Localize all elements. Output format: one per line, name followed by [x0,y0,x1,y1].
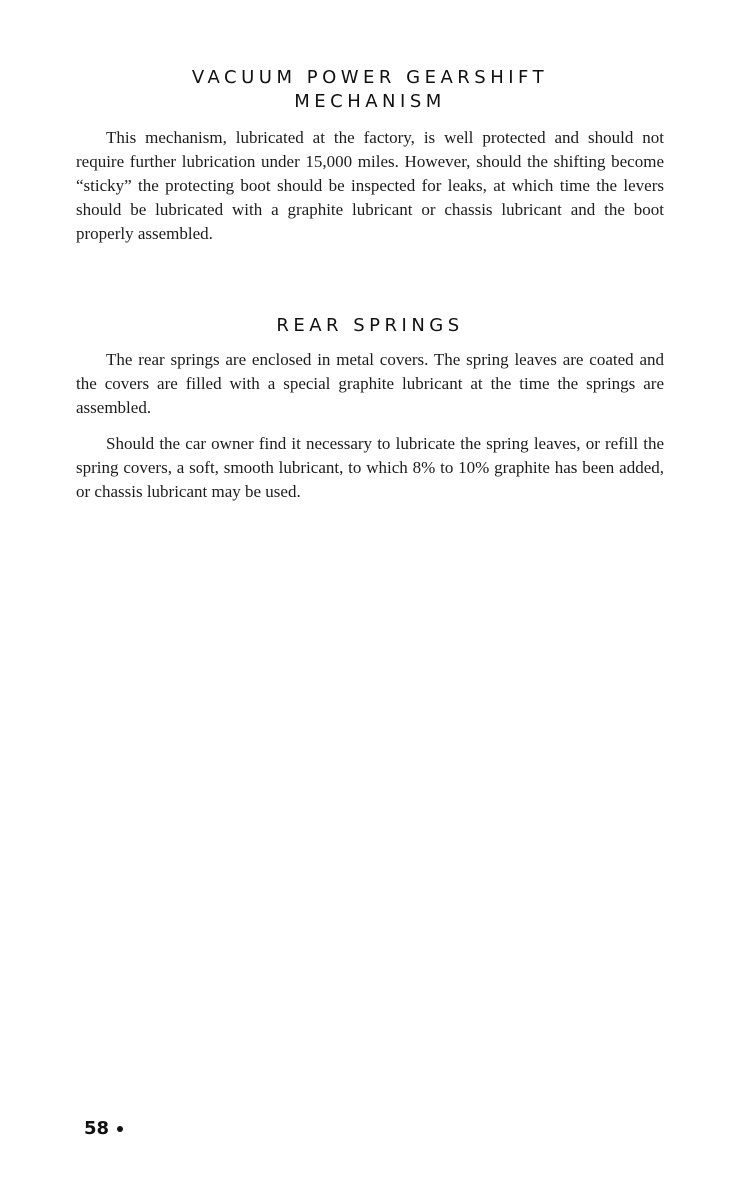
page-number [84,1118,123,1139]
heading-line: MECHANISM [294,91,446,112]
section-heading-rear-springs [76,314,664,338]
heading-line: REAR SPRINGS [276,315,464,336]
heading-line: VACUUM POWER GEARSHIFT [191,67,549,88]
paragraph-rear-springs-1: The rear springs are enclosed in metal covers. The spring leaves are coated and the covers are filled with a special graphite lubricant at the time the springs are assembled. [76,350,664,417]
paragraph-vacuum-gearshift: This mechanism, lubricated at the factory, is well protected and should not require further lubrication under 15,000 miles. However, should the shifting become “sticky” the protecting boot should be inspected for leaks, at which time the levers should be lubricated with a graphite lubricant or chassis lubricant and the boot properly assembled. [76,128,664,243]
page-number-text: 58 [84,1118,110,1139]
bullet-dot-icon [117,1126,123,1132]
section-heading-vacuum-gearshift [76,66,664,114]
paragraph-rear-springs-2: Should the car owner find it necessary to lubricate the spring leaves, or refill the spring covers, a soft, smooth lubricant, to which 8% to 10% graphite has been added, or chassis lubricant may be used. [76,434,664,501]
